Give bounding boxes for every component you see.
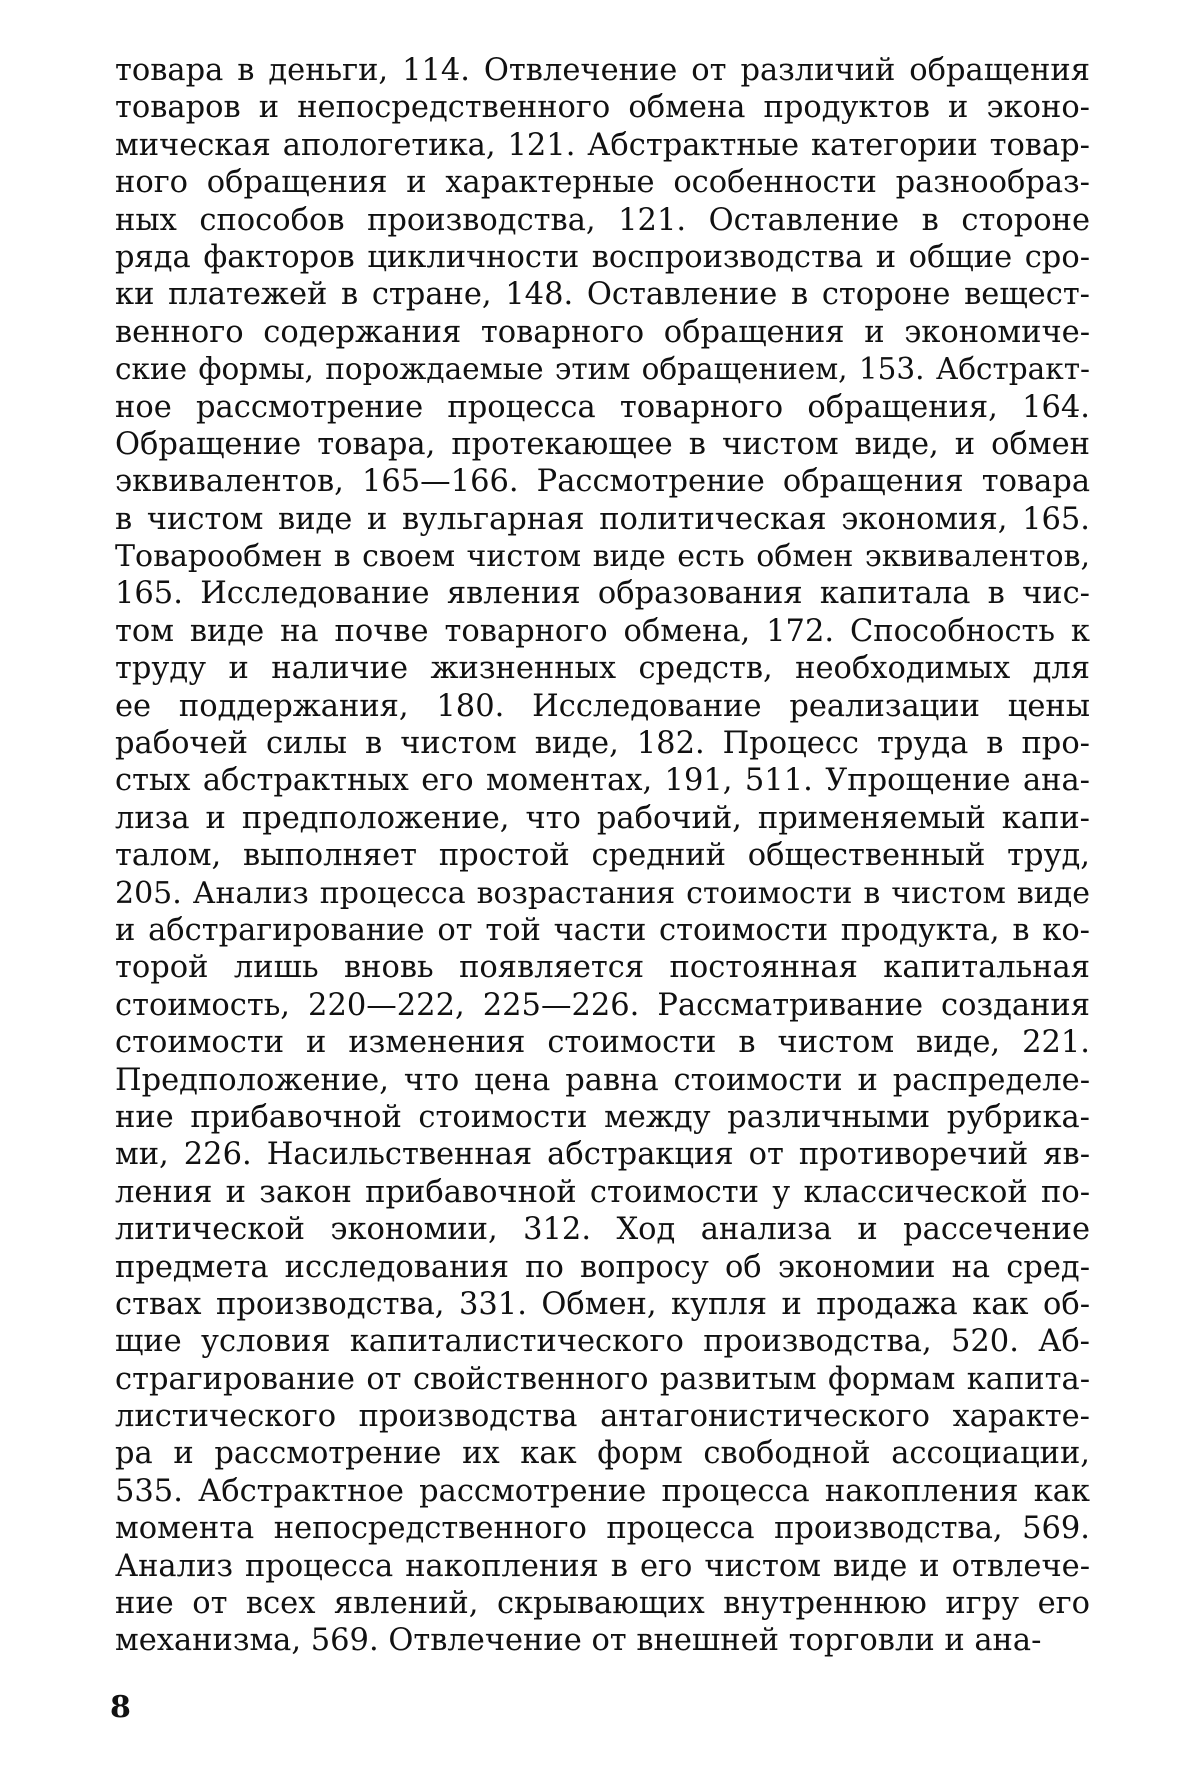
- text-line: труду и наличие жизненных средств, необходимых для: [115, 651, 1090, 687]
- text-line: стоимость, 220—222, 225—226. Рассматривание создания: [115, 987, 1090, 1023]
- text-line: щие условия капиталистического производства, 520. Аб-: [115, 1324, 1090, 1360]
- text-line: ние от всех явлений, скрывающих внутреннюю игру его: [115, 1586, 1090, 1622]
- text-line: в чистом виде и вульгарная политическая экономия, 165.: [115, 501, 1090, 537]
- text-line: ных способов производства, 121. Оставление в стороне: [115, 202, 1090, 238]
- text-line: рабочей силы в чистом виде, 182. Процесс труда в про-: [115, 726, 1090, 762]
- text-line: ние прибавочной стоимости между различными рубрика-: [115, 1099, 1090, 1135]
- text-line: предмета исследования по вопросу об экономии на сред-: [115, 1249, 1090, 1285]
- text-line: стых абстрактных его моментах, 191, 511. Упрощение ана-: [115, 763, 1090, 799]
- text-line: литической экономии, 312. Ход анализа и рассечение: [115, 1212, 1090, 1248]
- text-line: листического производства антагонистического характе-: [115, 1399, 1090, 1435]
- page-number: 8: [110, 1690, 131, 1725]
- text-line: ки платежей в стране, 148. Оставление в стороне вещест-: [115, 277, 1090, 313]
- text-line: ления и закон прибавочной стоимости у классической по-: [115, 1174, 1090, 1210]
- text-line: Предположение, что цена равна стоимости и распределе-: [115, 1062, 1090, 1098]
- body-text: [115, 52, 1090, 1660]
- text-line: ские формы, порождаемые этим обращением, 153. Абстракт-: [115, 352, 1090, 387]
- text-line: 205. Анализ процесса возрастания стоимости в чистом виде: [115, 875, 1090, 911]
- text-line: эквивалентов, 165—166. Рассмотрение обращения товара: [115, 464, 1090, 500]
- text-line: стоимости и изменения стоимости в чистом виде, 221.: [115, 1025, 1090, 1061]
- text-line: момента непосредственного процесса производства, 569.: [115, 1511, 1090, 1547]
- text-line: ее поддержания, 180. Исследование реализации цены: [115, 688, 1090, 724]
- text-line: Товарообмен в своем чистом виде есть обмен эквивалентов,: [115, 539, 1090, 575]
- text-line: ми, 226. Насильственная абстракция от противоречий яв-: [115, 1137, 1090, 1173]
- text-line: ряда факторов цикличности воспроизводства и общие сро-: [115, 239, 1090, 275]
- text-line: ствах производства, 331. Обмен, купля и продажа как об-: [115, 1286, 1090, 1322]
- text-line: 535. Абстрактное рассмотрение процесса накопления как: [115, 1473, 1090, 1509]
- text-line: Анализ процесса накопления в его чистом виде и отвлече-: [115, 1548, 1090, 1584]
- text-line: товаров и непосредственного обмена продуктов и эконо-: [115, 90, 1090, 126]
- text-line: ное рассмотрение процесса товарного обращения, 164.: [115, 389, 1090, 425]
- text-line: торой лишь вновь появляется постоянная капитальная: [115, 950, 1090, 986]
- text-line: Обращение товара, протекающее в чистом виде, и обмен: [115, 426, 1090, 462]
- text-line: мическая апологетика, 121. Абстрактные категории товар-: [115, 127, 1090, 163]
- text-line: том виде на почве товарного обмена, 172. Способность к: [115, 613, 1090, 649]
- text-line: венного содержания товарного обращения и экономиче-: [115, 314, 1090, 350]
- text-line: талом, выполняет простой средний общественный труд,: [115, 838, 1090, 874]
- text-line: страгирование от свойственного развитым формам капита-: [115, 1361, 1090, 1397]
- text-line: товара в деньги, 114. Отвлечение от различий обращения: [115, 53, 1090, 88]
- text-line: ного обращения и характерные особенности разнообраз-: [115, 165, 1090, 201]
- text-line: и абстрагирование от той части стоимости продукта, в ко-: [115, 912, 1090, 948]
- text-line: ра и рассмотрение их как форм свободной ассоциации,: [115, 1436, 1090, 1472]
- text-line: 165. Исследование явления образования капитала в чис-: [115, 576, 1090, 612]
- text-line: механизма, 569. Отвлечение от внешней торговли и ана-: [115, 1623, 1042, 1659]
- text-line: лиза и предположение, что рабочий, применяемый капи-: [115, 800, 1090, 836]
